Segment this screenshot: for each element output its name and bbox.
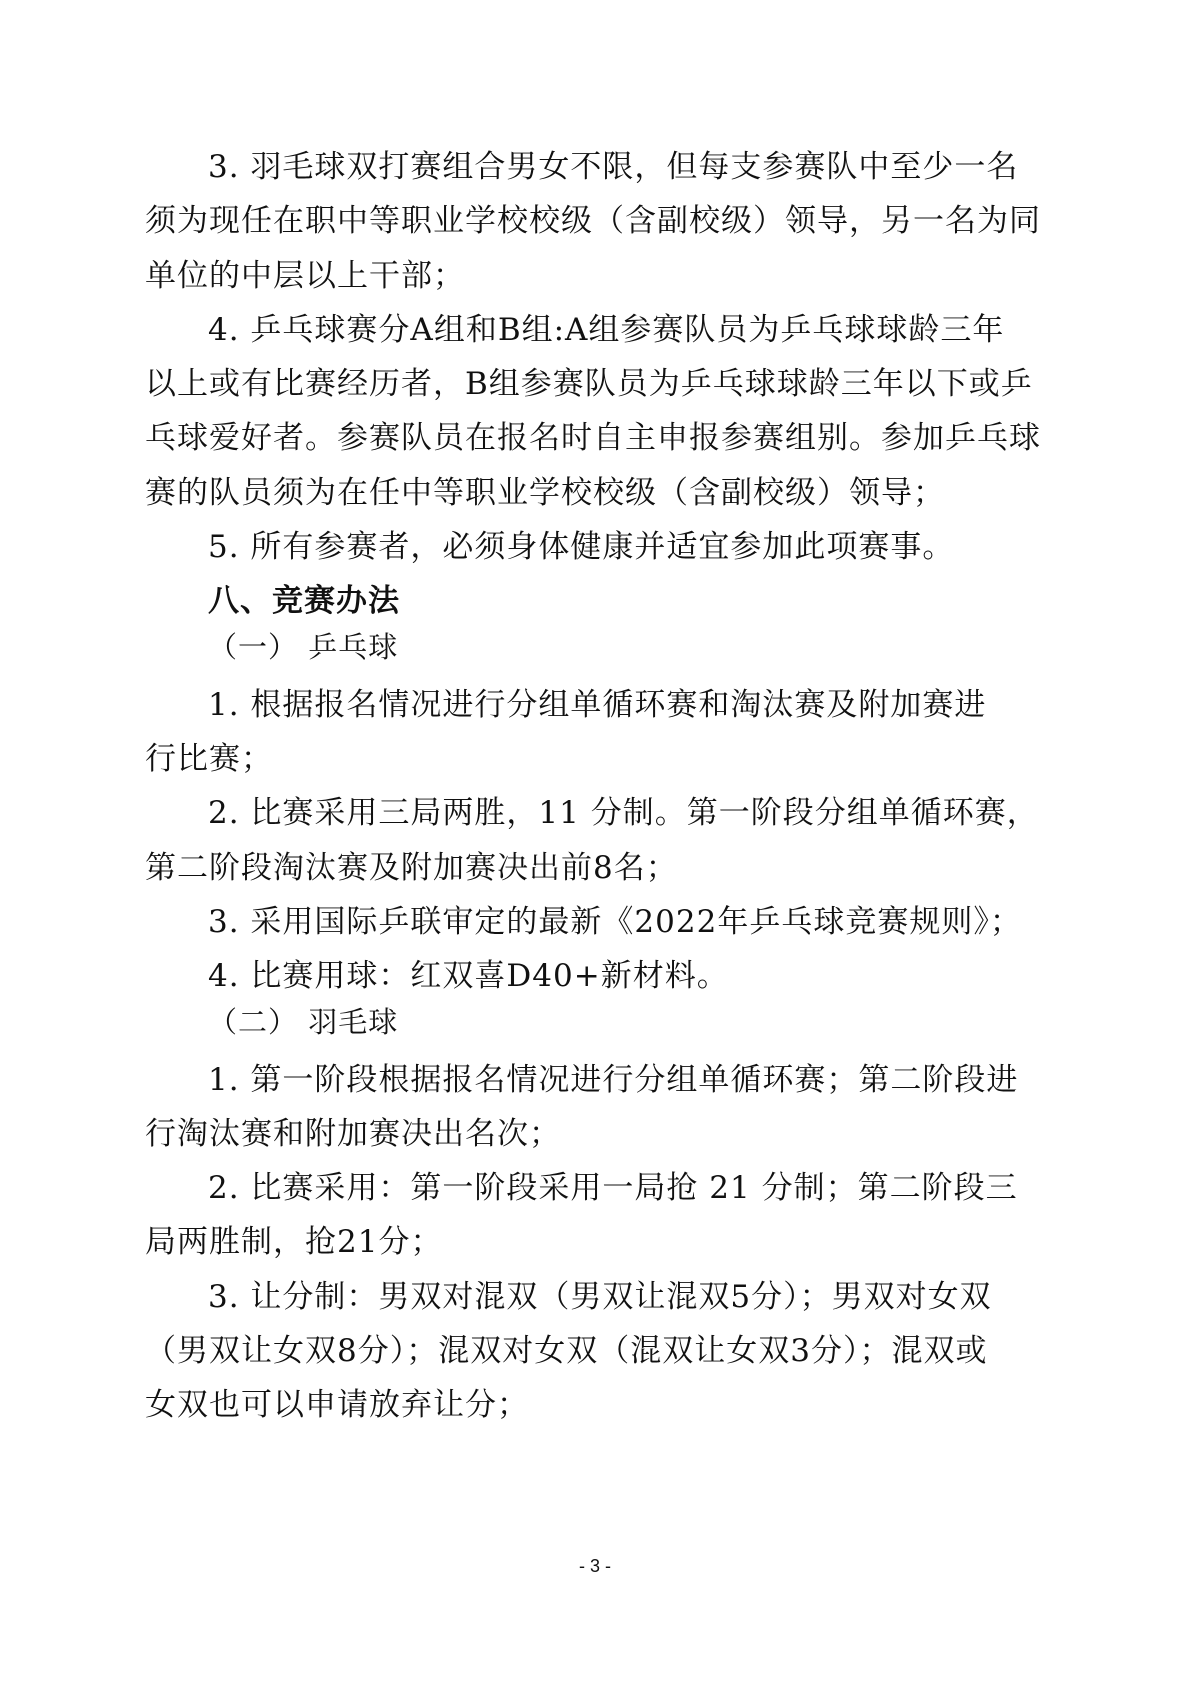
- text-line: 女双也可以申请放弃让分；: [145, 1387, 529, 1423]
- subsection-heading: （一） 乒乓球: [208, 630, 399, 664]
- text-line: 行淘汰赛和附加赛决出名次；: [145, 1116, 561, 1152]
- text-line: 赛的队员须为在任中等职业学校校级（含副校级）领导；: [145, 475, 945, 511]
- subsection-heading: （二） 羽毛球: [208, 1005, 399, 1039]
- text-line: 4. 乒乓球赛分A组和B组:A组参赛队员为乒乓球球龄三年: [208, 312, 1005, 348]
- text-line: 单位的中层以上干部；: [145, 258, 465, 294]
- text-line: 3. 采用国际乒联审定的最新《2022年乒乓球竞赛规则》；: [208, 904, 1022, 940]
- page-number: - 3 -: [578, 1556, 611, 1576]
- text-line: 乓球爱好者。参赛队员在报名时自主申报参赛组别。参加乒乓球: [145, 420, 1041, 456]
- text-line: 3. 让分制：男双对混双（男双让混双5分）；男双对女双: [208, 1279, 992, 1315]
- text-line: （男双让女双8分）；混双对女双（混双让女双3分）；混双或: [145, 1333, 988, 1369]
- text-line: 2. 比赛采用三局两胜，11 分制。第一阶段分组单循环赛，: [208, 795, 1039, 831]
- text-line: 局两胜制，抢21分；: [145, 1224, 443, 1260]
- text-line: 5. 所有参赛者，必须身体健康并适宜参加此项赛事。: [208, 529, 955, 565]
- text-line: 须为现任在职中等职业学校校级（含副校级）领导，另一名为同: [145, 203, 1041, 239]
- text-line: 3. 羽毛球双打赛组合男女不限，但每支参赛队中至少一名: [208, 149, 1019, 185]
- text-line: 行比赛；: [145, 741, 273, 777]
- text-line: 1. 第一阶段根据报名情况进行分组单循环赛；第二阶段进: [208, 1062, 1019, 1098]
- text-line: 2. 比赛采用：第一阶段采用一局抢 21 分制；第二阶段三: [208, 1170, 1018, 1206]
- text-line: 1. 根据报名情况进行分组单循环赛和淘汰赛及附加赛进: [208, 687, 987, 723]
- text-line: 以上或有比赛经历者，B组参赛队员为乒乓球球龄三年以下或乒: [145, 366, 1033, 402]
- text-line: 第二阶段淘汰赛及附加赛决出前8名；: [145, 850, 678, 886]
- text-line: 4. 比赛用球：红双喜D40+新材料。: [208, 958, 729, 994]
- section-heading: 八、竞赛办法: [208, 583, 400, 619]
